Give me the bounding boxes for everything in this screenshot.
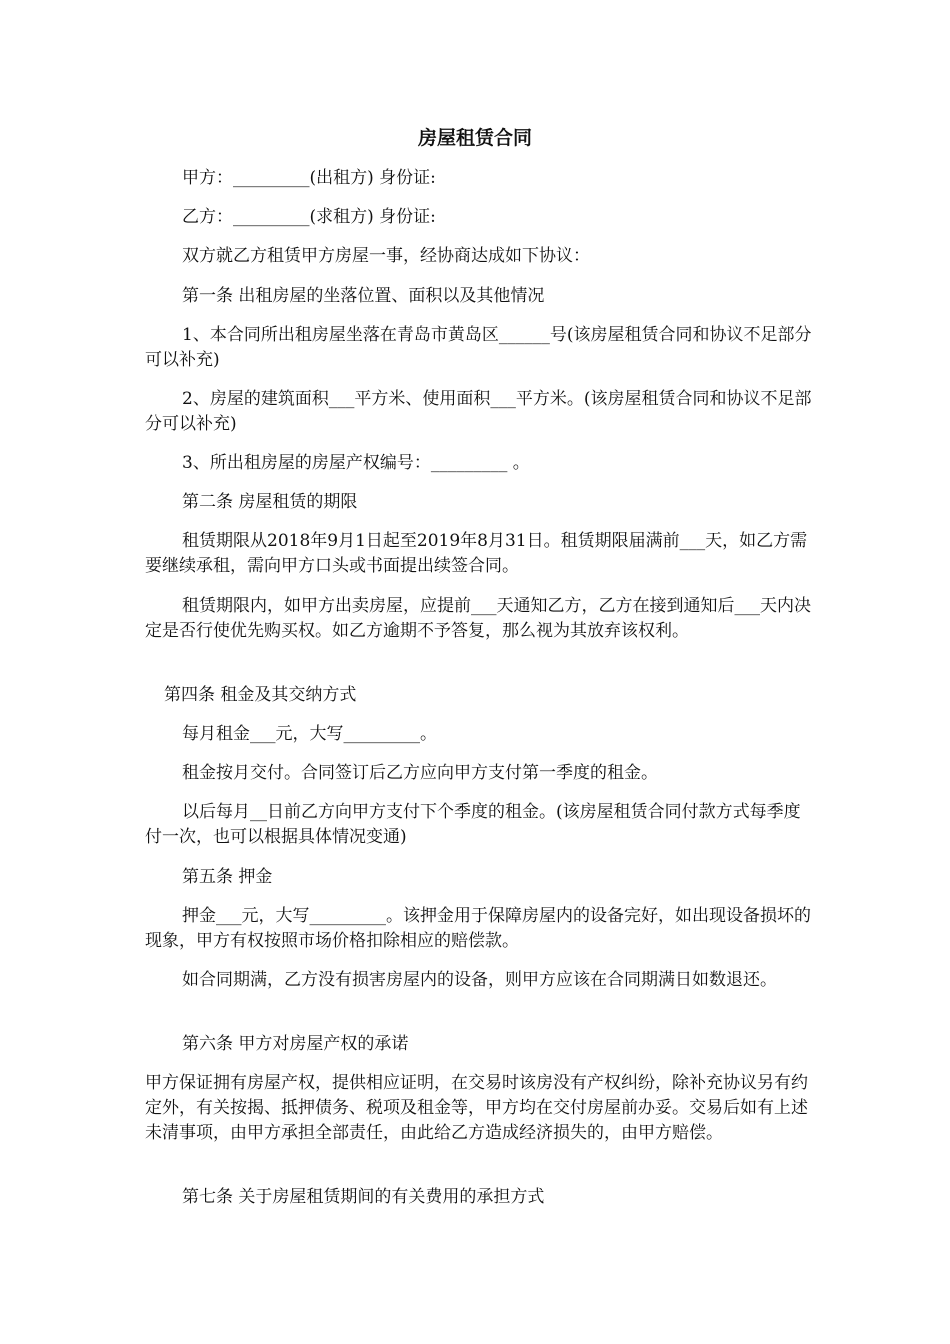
article-5-heading: 第五条 押金 [182,867,273,887]
deposit-clause: 押金___元，大写_________。该押金用于保障房屋内的设备完好，如出现设备损坏的现象，甲方有权按照市场价格扣除相应的赔偿款。 [145,906,811,951]
party-a-line: 甲方：_________(出租方) 身份证: [182,168,436,188]
article-6-body: 甲方保证拥有房屋产权，提供相应证明，在交易时该房没有产权纠纷，除补充协议另有约定外，有关按揭、抵押债务、税项及租金等，甲方均在交付房屋前办妥。交易后如有上述未清事项，由甲方承担全部责任，由此给乙方造成经济损失的，由甲方赔偿。 [145,1073,808,1143]
article-2-heading: 第二条 房屋租赁的期限 [182,492,358,512]
article-2-preemption: 租赁期限内，如甲方出卖房屋，应提前___天通知乙方，乙方在接到通知后___天内决定是否行使优先购买权。如乙方逾期不予答复，那么视为其放弃该权利。 [145,596,811,641]
quarterly-payment-line: 以后每月__日前乙方向甲方支付下个季度的租金。(该房屋租赁合同付款方式每季度付一次，也可以根据具体情况变通) [145,802,801,847]
agreement-intro: 双方就乙方租赁甲方房屋一事，经协商达成如下协议： [182,246,590,266]
article-1-heading: 第一条 出租房屋的坐落位置、面积以及其他情况 [182,286,545,306]
article-1-clause-2: 2、房屋的建筑面积___平方米、使用面积___平方米。(该房屋租赁合同和协议不足部分可以补充) [145,389,812,434]
article-7-heading: 第七条 关于房屋租赁期间的有关费用的承担方式 [182,1187,545,1207]
monthly-rent-line: 每月租金___元，大写_________。 [182,724,437,744]
article-1-clause-1: 1、本合同所出租房屋坐落在青岛市黄岛区______号(该房屋租赁合同和协议不足部分可以补充) [145,325,812,370]
party-b-line: 乙方：_________(求租方) 身份证: [182,207,436,227]
article-1-clause-3: 3、所出租房屋的房屋产权编号：_________ 。 [182,453,530,473]
deposit-refund-clause: 如合同期满，乙方没有损害房屋内的设备，则甲方应该在合同期满日如数退还。 [182,970,777,990]
document-title: 房屋租赁合同 [417,127,532,149]
article-6-heading: 第六条 甲方对房屋产权的承诺 [182,1034,409,1054]
rent-payment-line: 租金按月交付。合同签订后乙方应向甲方支付第一季度的租金。 [182,763,658,783]
article-2-term: 租赁期限从2018年9月1日起至2019年8月31日。租赁期限届满前___天，如乙方需要继续承租，需向甲方口头或书面提出续签合同。 [145,531,808,576]
article-4-heading: 第四条 租金及其交纳方式 [164,685,357,705]
